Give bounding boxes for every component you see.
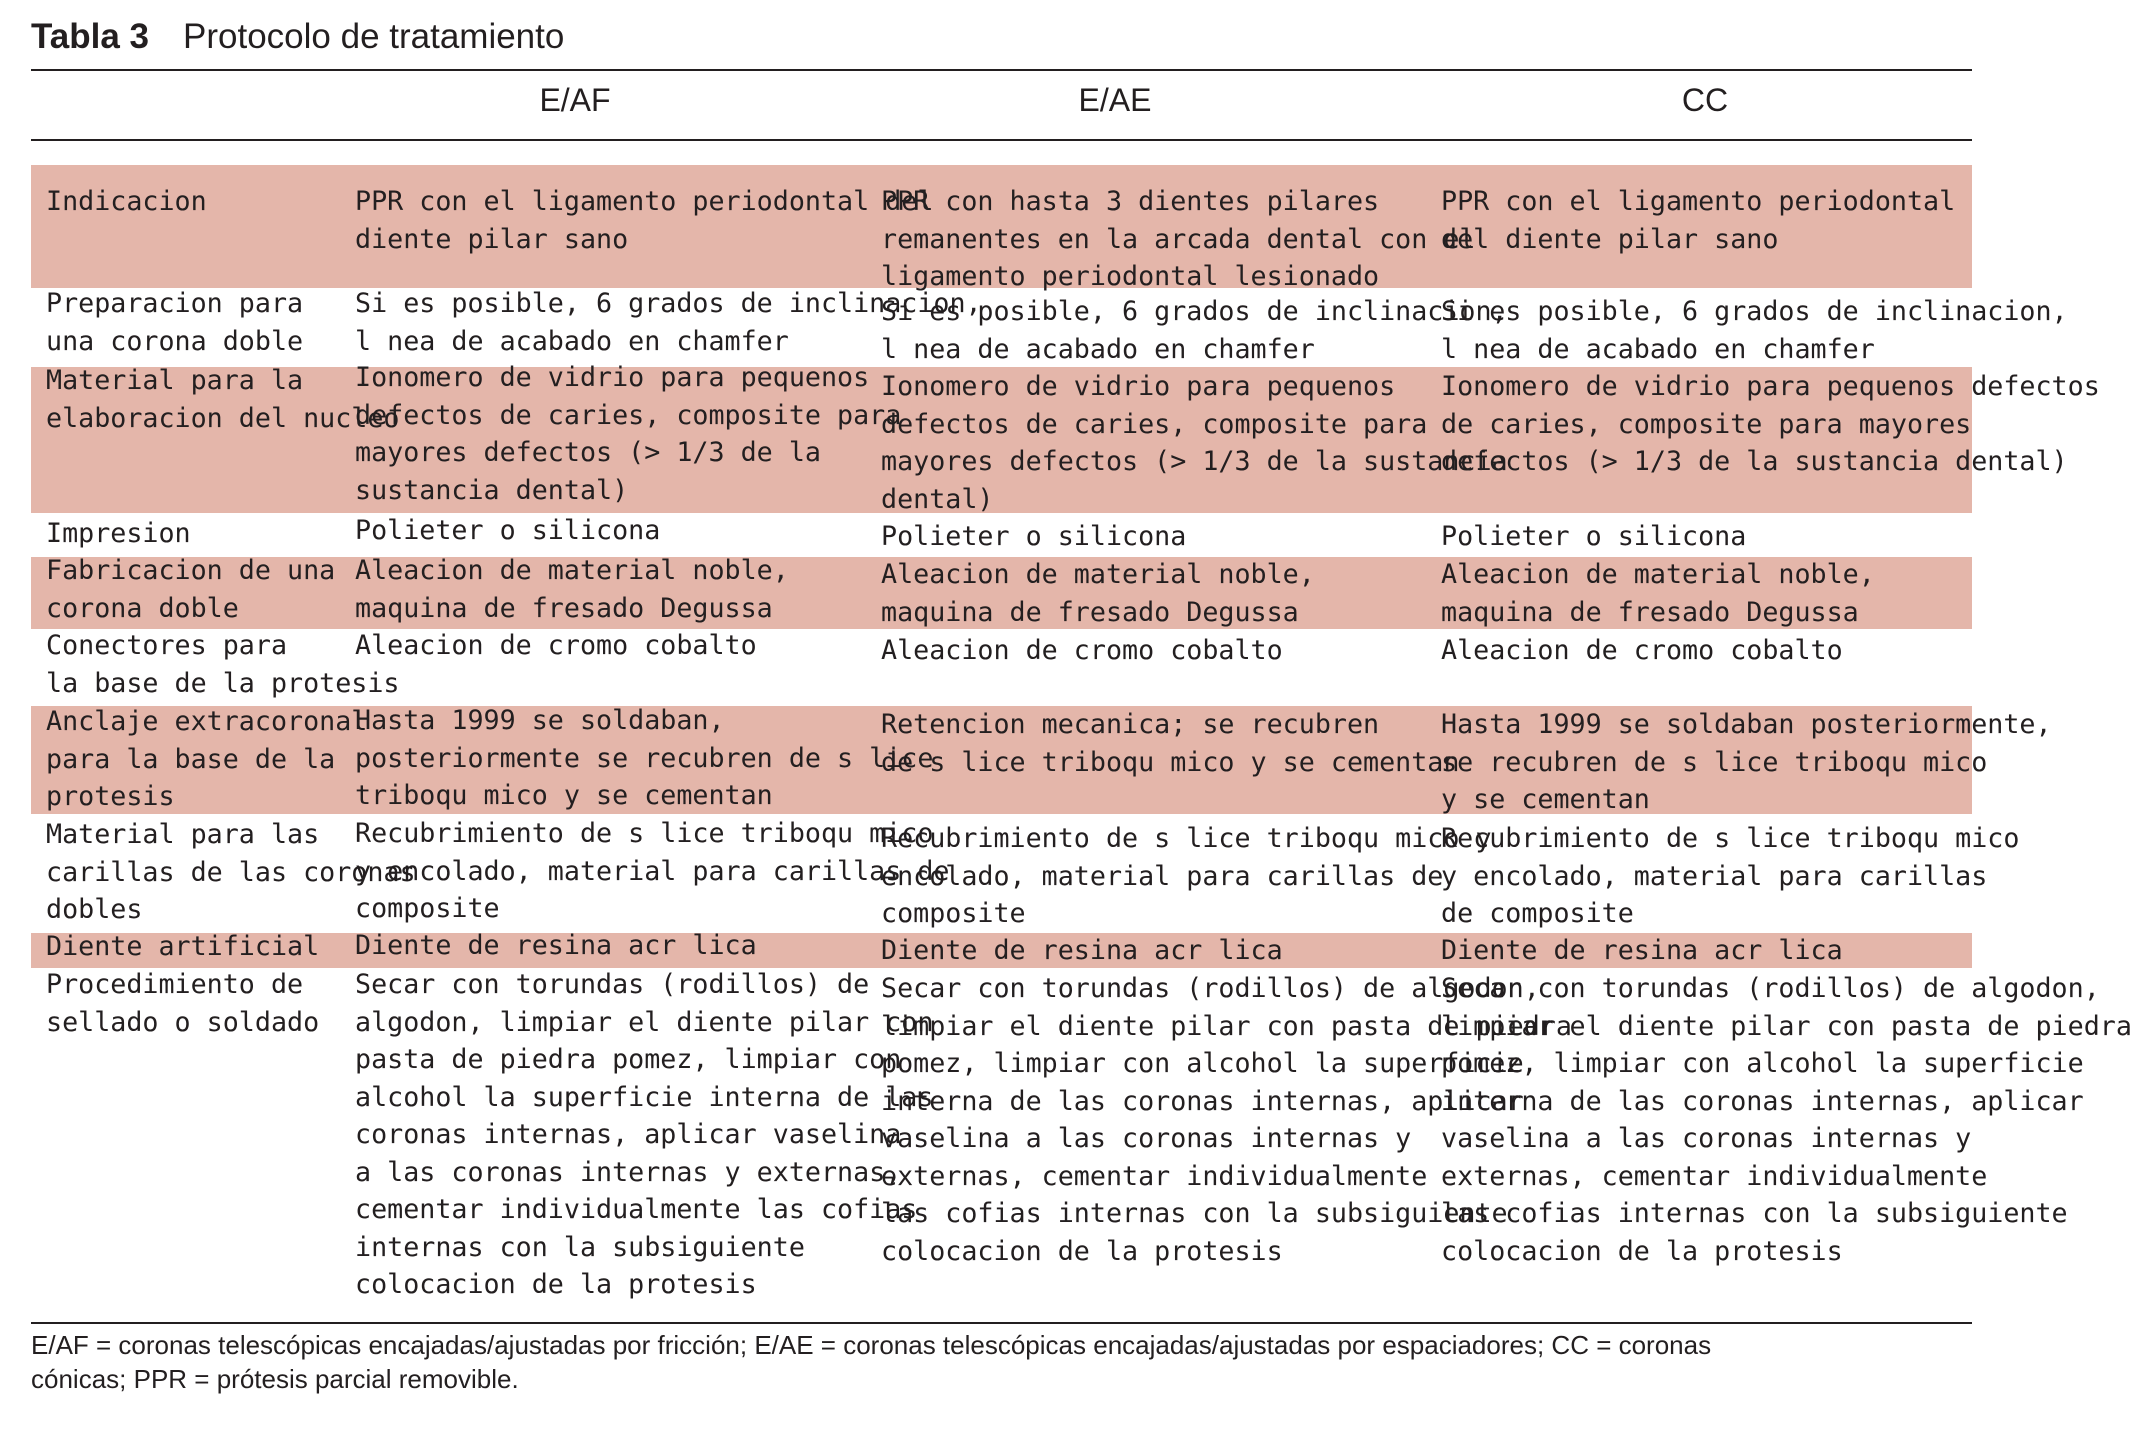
cell-cc: Diente de resina acr lica [1441,935,1843,966]
cell-cc: Hasta 1999 se soldaban posteriormente, se recubren de s lice triboqu mico y se cementan [1441,709,2052,815]
row-label: Conectores para la base de la protesis [46,630,400,699]
row-label: Procedimiento de sellado o soldado [46,969,320,1038]
top-rule [31,69,1972,71]
cell-eae: Si es posible, 6 grados de inclinacion, l nea de acabado en chamfer [881,296,1508,365]
cell-eaf: Polieter o silicona [355,515,661,546]
cell-cc: Polieter o silicona [1441,521,1747,552]
cell-eae: Ionomero de vidrio para pequenos defectos de caries, composite para mayores defectos (> 1/3 de la sustancia dental) [881,371,1508,515]
cell-eaf: Ionomero de vidrio para pequenos defectos de caries, composite para mayores defectos (> 1/3 de la sustancia dental) [355,362,902,506]
row-label: Material para la elaboracion del nucleo [46,365,400,434]
cell-eaf: PPR con el ligamento periodontal del diente pilar sano [355,186,934,255]
cell-eae: Aleacion de material noble, maquina de fresado Degussa [881,559,1315,628]
cell-eaf: Aleacion de cromo cobalto [355,630,757,661]
cell-cc: Ionomero de vidrio para pequenos defectos de caries, composite para mayores defectos (> 1/3 de la sustancia dental) [1441,371,2100,477]
cell-eaf: Diente de resina acr lica [355,930,757,961]
cell-eae: Secar con torundas (rodillos) de algodon, limpiar el diente pilar con pasta de piedra pomez, limpiar con alcohol la superficie interna de las coronas internas, aplicar vaselina a las coronas internas y externas, cementar individualmente las cofias internas con la subsiguiente colocacion de la protesis [881,973,1572,1267]
cell-eae: Aleacion de cromo cobalto [881,635,1283,666]
cell-eaf: Hasta 1999 se soldaban, posteriormente se recubren de s lice triboqu mico y se cementan [355,705,934,811]
cell-eae: Polieter o silicona [881,521,1187,552]
row-label: Preparacion para una corona doble [46,288,304,357]
row-label: Anclaje extracoronal para la base de la protesis [46,706,368,812]
footnote: E/AF = coronas telescópicas encajadas/ajustadas por fricción; E/AE = coronas telescópicas encajadas/ajustadas por espaciadores; CC = coronas cónicas; PPR = prótesis parcial removible. [31,1330,1712,1394]
row-label: Material para las carillas de las coronas dobles [46,819,416,925]
header-rule [31,139,1972,141]
cell-eaf: Recubrimiento de s lice triboqu mico y encolado, material para carillas de composite [355,818,950,924]
row-label: Indicacion [46,186,207,217]
column-header-eaf: E/AF [539,82,611,118]
bottom-rule [31,1322,1972,1324]
cell-cc: Aleacion de material noble, maquina de fresado Degussa [1441,559,1875,628]
row-label: Impresion [46,518,191,549]
cell-cc: PPR con el ligamento periodontal del diente pilar sano [1441,186,1956,255]
cell-eaf: Secar con torundas (rodillos) de algodon, limpiar el diente pilar con pasta de piedra pomez, limpiar con alcohol la superficie interna de las coronas internas, aplicar vaselina a las coronas internas y externas, cementar individualmente las cofias internas con la subsiguiente colocacion de la protesis [355,969,934,1300]
cell-cc: Aleacion de cromo cobalto [1441,635,1843,666]
cell-cc: Secar con torundas (rodillos) de algodon, limpiar el diente pilar con pasta de piedra pomez, limpiar con alcohol la superficie interna de las coronas internas, aplicar vaselina a las coronas internas y externas, cementar individualmente las cofias internas con la subsiguiente colocacion de la protesis [1441,973,2132,1267]
cell-cc: Recubrimiento de s lice triboqu mico y encolado, material para carillas de composite [1441,823,2020,929]
cell-eae: Recubrimiento de s lice triboqu mico y encolado, material para carillas de composite [881,823,1492,929]
cell-eae: Diente de resina acr lica [881,935,1283,966]
cell-cc: Si es posible, 6 grados de inclinacion, l nea de acabado en chamfer [1441,296,2068,365]
table-caption: Protocolo de tratamiento [183,17,565,56]
column-header-eae: E/AE [1078,82,1152,118]
cell-eaf: Si es posible, 6 grados de inclinacion, l nea de acabado en chamfer [355,288,982,357]
cell-eae: PPR con hasta 3 dientes pilares remanentes en la arcada dental con el ligamento periodontal lesionado [881,186,1476,292]
cell-eae: Retencion mecanica; se recubren de s lice triboqu mico y se cementan [881,709,1460,778]
row-label: Diente artificial [46,931,320,962]
row-label: Fabricacion de una corona doble [46,555,336,624]
cell-eaf: Aleacion de material noble, maquina de fresado Degussa [355,555,789,624]
column-header-cc: CC [1681,82,1729,118]
table-number: Tabla 3 [31,17,150,56]
table-title [31,14,564,60]
